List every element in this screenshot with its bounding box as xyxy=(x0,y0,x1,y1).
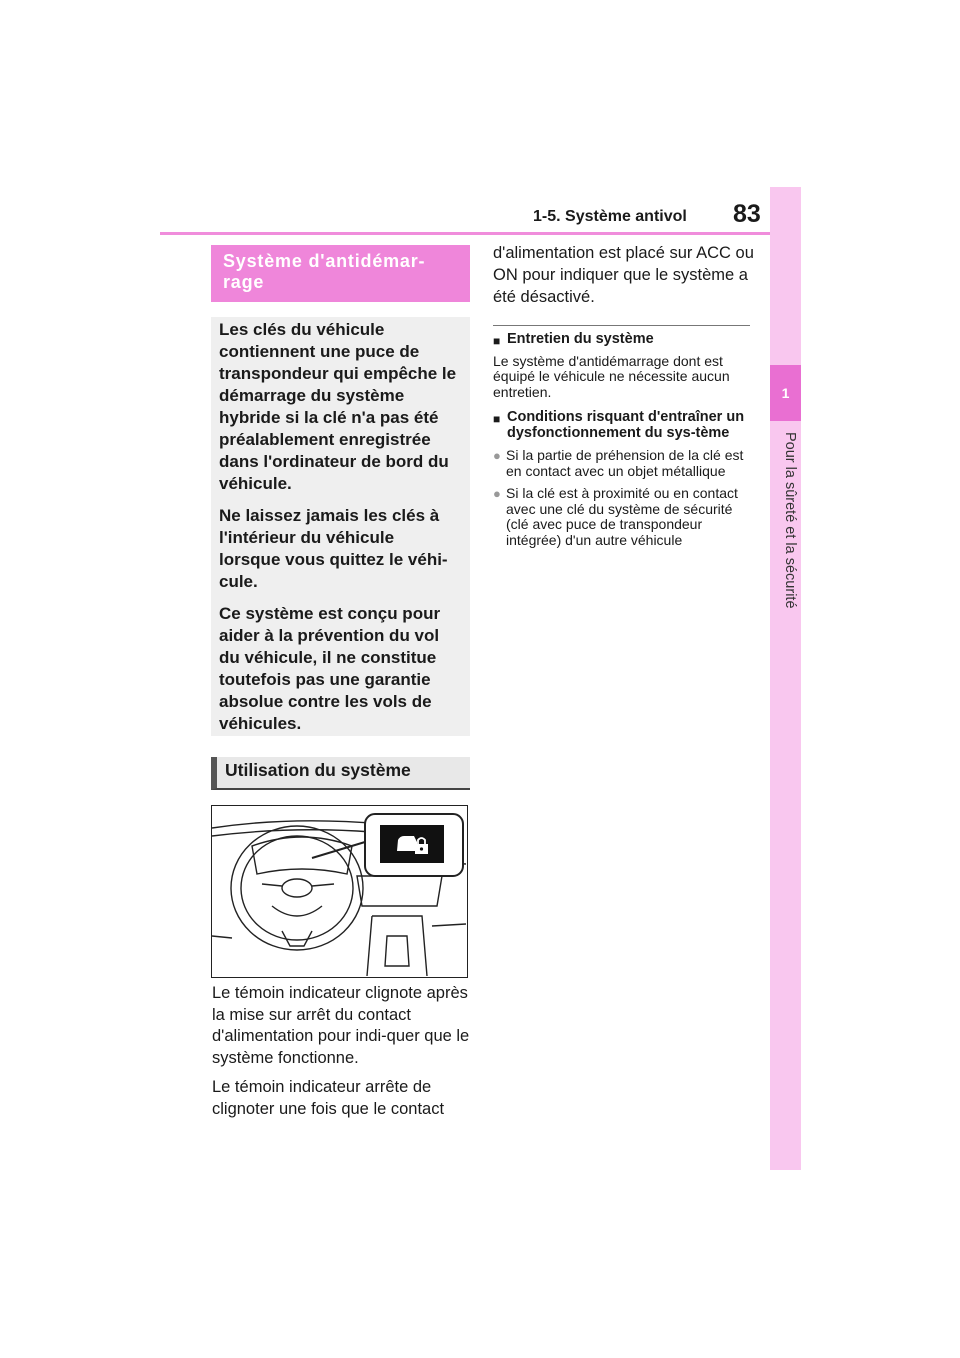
square-bullet-icon: ■ xyxy=(493,412,501,426)
summary-paragraph: Ce système est conçu pour aider à la prévention du vol du véhicule, il ne constitue toutefois pas une garantie absolue contre les vols de véhicules. xyxy=(219,604,441,733)
body-paragraph-continued: d'alimentation est placé sur ACC ou ON pour indiquer que le système a été désactivé. xyxy=(493,244,754,306)
list-item: ● Si la clé est à proximité ou en contact avec une clé du système de sécurité (clé avec puce de transpondeur intégrée) d'un autre véhicule xyxy=(493,485,738,548)
subheading: Utilisation du système xyxy=(211,757,470,790)
summary-paragraph: Les clés du véhicule contiennent une puce de transpondeur qui empêche le démarrage du système hybride si la clé n'a pas été préalablement enregistrée dans l'ordinateur de bord du véhicule. xyxy=(219,320,457,493)
page-number: 83 xyxy=(733,200,761,228)
section-heading: ■ Entretien du système xyxy=(493,331,654,348)
body-paragraph: Le témoin indicateur arrête de clignoter une fois que le contact xyxy=(212,1078,445,1118)
bullet-icon: ● xyxy=(493,486,501,501)
section-title: 1-5. Système antivol xyxy=(533,208,687,225)
chapter-label: Pour la sûreté et la sécurité xyxy=(782,432,798,609)
section-heading: ■ Conditions risquant d'entraîner un dysfonctionnement du sys-tème xyxy=(493,409,745,441)
summary-box xyxy=(211,317,470,736)
list-item: ● Si la partie de préhension de la clé est en contact avec un objet métallique xyxy=(493,447,744,479)
chapter-number: 1 xyxy=(770,365,801,421)
body-paragraph: Le témoin indicateur clignote après la mise sur arrêt du contact d'alimentation pour indi-quer que le système fonctionne. xyxy=(212,984,470,1067)
main-heading: Système d'antidémar-rage xyxy=(211,245,470,302)
header-divider xyxy=(160,232,770,235)
section-text: Le système d'antidémarrage dont est équipé le véhicule ne nécessite aucun entretien. xyxy=(493,352,730,400)
malfunction-section xyxy=(493,410,750,548)
dashboard-drawing xyxy=(212,806,466,976)
maintenance-section xyxy=(493,332,750,400)
square-bullet-icon: ■ xyxy=(493,334,501,348)
bullet-icon: ● xyxy=(493,448,501,463)
summary-paragraph: Ne laissez jamais les clés à l'intérieur du véhicule lorsque vous quittez le véhi-cule. xyxy=(219,506,448,591)
dashboard-illustration xyxy=(211,805,468,978)
chapter-tab xyxy=(770,187,801,1170)
section-divider xyxy=(493,325,750,326)
body-text-left xyxy=(212,983,474,1128)
